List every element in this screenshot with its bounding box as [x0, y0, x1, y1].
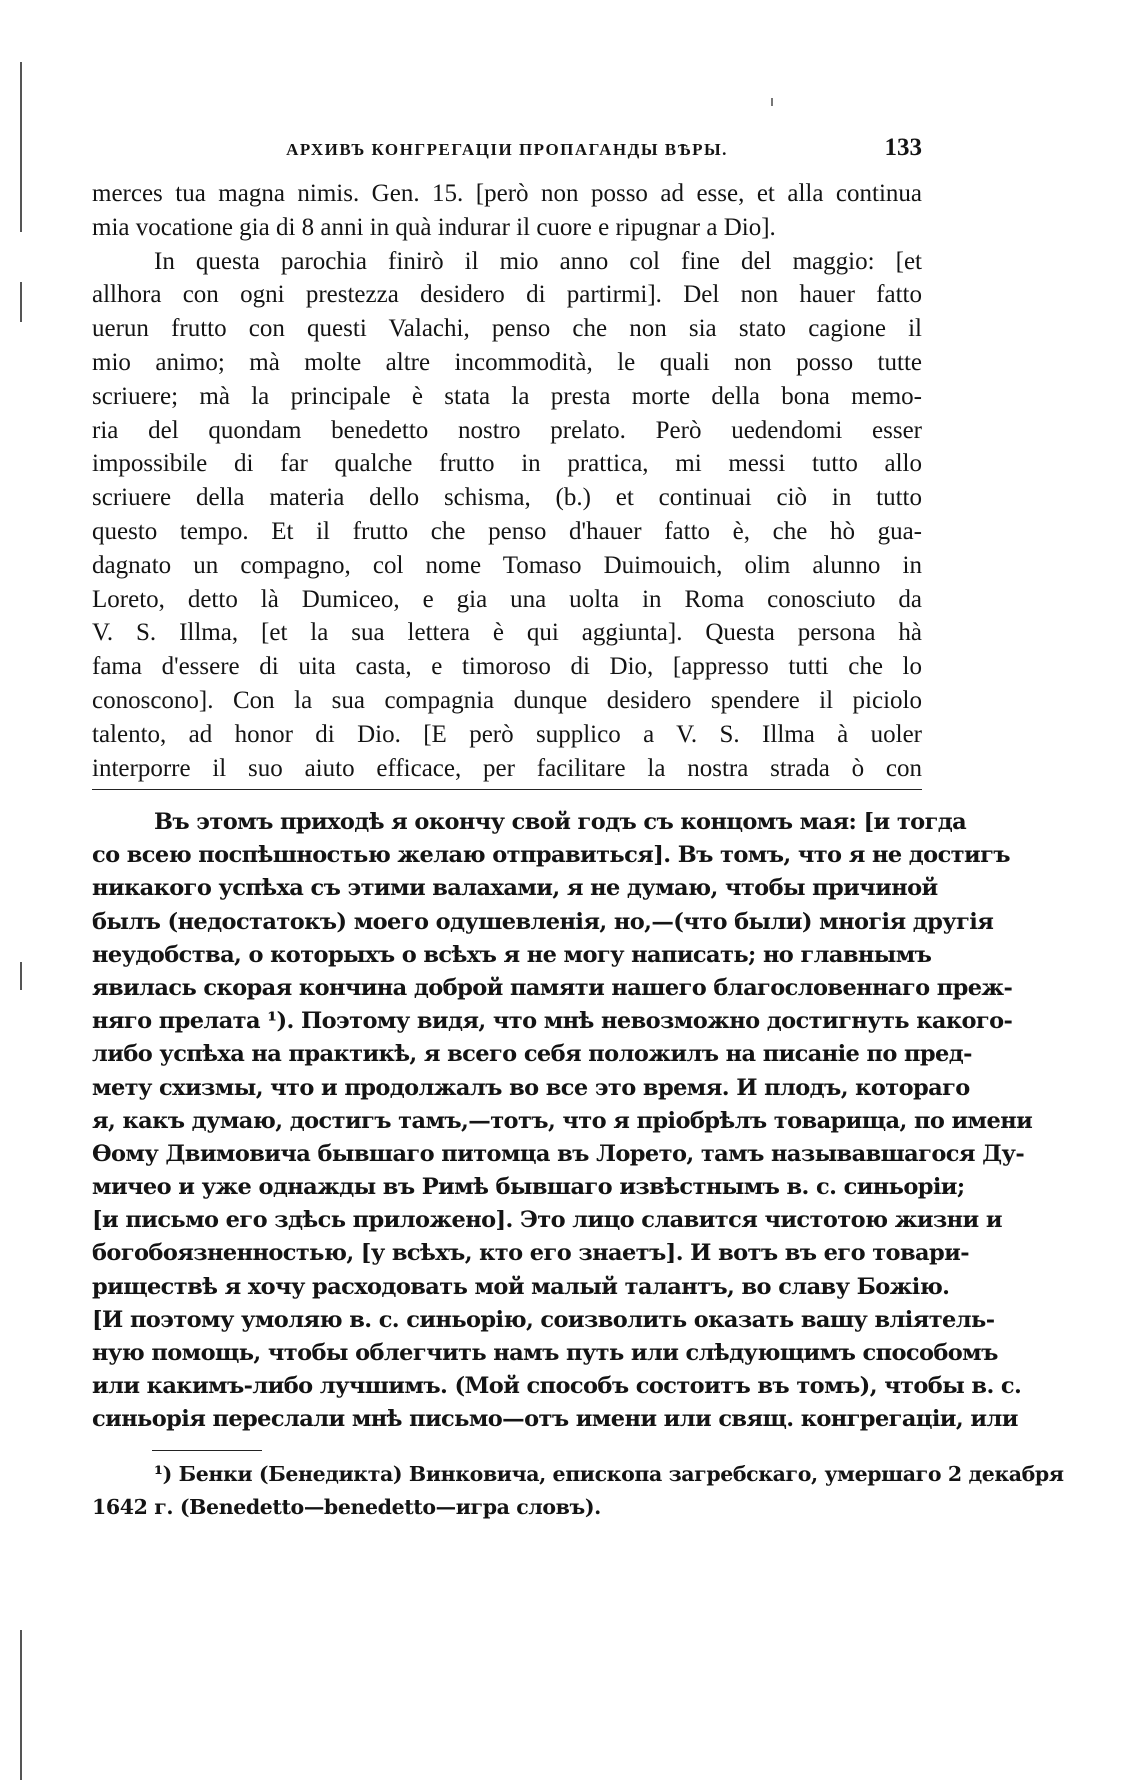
text-line: никакого успѣха съ этими валахами, я не думаю, чтобы причиной: [92, 875, 938, 902]
text-line: uerun frutto con questi Valachi, penso che non sia stato cagione il: [92, 315, 922, 343]
text-line: мичео и уже однажды въ Римѣ бывшаго извѣстнымъ в. с. синьоріи;: [92, 1174, 965, 1201]
text-line: allhora con ogni prestezza desidero di partirmi]. Del non hauer fatto: [92, 281, 922, 309]
scan-margin-mark: [20, 282, 22, 322]
text-line: со всею поспѣшностью желаю отправиться]. Въ томъ, что я не достигъ: [92, 842, 1010, 869]
text-line: ную помощь, чтобы облегчить намъ путь или слѣдующимъ способомъ: [92, 1340, 998, 1366]
text-line: богобоязненностью, [у всѣхъ, кто его знаетъ]. И вотъ въ его товари-: [92, 1240, 969, 1267]
text-line: questo tempo. Et il frutto che penso d'hauer fatto è, che hò gua-: [92, 517, 922, 545]
text-line: неудобства, о которыхъ о всѣхъ я не могу написать; но главнымъ: [92, 941, 932, 968]
footnote-divider: [152, 1450, 262, 1451]
text-line: Въ этомъ приходѣ я окончу свой годъ съ концомъ мая: [и тогда: [154, 809, 967, 835]
scan-speck: [771, 98, 773, 106]
section-divider: [92, 789, 922, 790]
text-line: няго прелата ¹). Поэтому видя, что мнѣ невозможно достигнуть какого-: [92, 1008, 1013, 1035]
text-line: мету схизмы, что и продолжалъ во все это время. И плодъ, котораго: [92, 1074, 970, 1101]
text-line: я, какъ думаю, достигъ тамъ,—тотъ, что я пріобрѣлъ товарища, по имени: [92, 1107, 1033, 1134]
text-line: interporre il suo aiuto efficace, per facilitare la nostra strada ò con: [92, 754, 922, 782]
text-line: impossibile di far qualche frutto in prattica, mi messi tutto allo: [92, 450, 922, 478]
scan-margin-mark: [20, 62, 22, 232]
text-line: [И поэтому умоляю в. с. синьорію, соизволить оказать вашу вліятель-: [92, 1306, 995, 1333]
text-line: mia vocatione gia di 8 anni in quà indurar il cuore e ripugnar a Dio].: [92, 213, 776, 241]
text-line: scriuere della materia dello schisma, (b.) et continuai ciò in tutto: [92, 484, 922, 512]
text-line: Ѳому Двимовича бывшаго питомца въ Лорето, тамъ называвшагося Ду-: [92, 1140, 1025, 1167]
italian-text: [92, 177, 922, 785]
text-line: merces tua magna nimis. Gen. 15. [però non posso ad esse, et alla continua: [92, 180, 922, 207]
scan-margin-mark: [20, 962, 22, 990]
text-line: scriuere; mà la principale è stata la presta morte della bona memo-: [92, 382, 922, 410]
scan-margin-mark: [20, 1630, 22, 1780]
text-line: dagnato un compagno, col nome Tomaso Duimouich, olim alunno in: [92, 551, 922, 579]
footnote: [92, 1458, 1064, 1524]
text-line: V. S. Illma, [et la sua lettera è qui aggiunta]. Questa persona hà: [92, 619, 922, 647]
footnote-line: ¹) Бенки (Бенедикта) Винковича, епископа загребскаго, умершаго 2 декабря: [154, 1462, 1064, 1486]
text-line: fama d'essere di uita casta, e timoroso di Dio, [appresso tutti che lo: [92, 653, 922, 681]
text-line: былъ (недостатокъ) моего одушевленія, но,—(что были) многія другія: [92, 908, 994, 935]
text-line: conoscono]. Con la sua compagnia dunque desidero spendere il piciolo: [92, 686, 922, 714]
text-line: либо успѣха на практикѣ, я всего себя положилъ на писаніе по пред-: [92, 1041, 972, 1068]
text-line: talento, ad honor di Dio. [E però supplico a V. S. Illma à uoler: [92, 720, 922, 748]
page-header: [92, 134, 922, 170]
text-line: или какимъ-либо лучшимъ. (Мой способъ состоитъ въ томъ), чтобы в. с.: [92, 1373, 1022, 1400]
text-line: риществѣ я хочу расходовать мой малый талантъ, во славу Божію.: [92, 1273, 950, 1300]
text-line: синьорія переслали мнѣ письмо—отъ имени или свящ. конгрегаціи, или: [92, 1406, 1018, 1433]
footnote-line: 1642 г. (Benedetto—benedetto—игра словъ).: [92, 1495, 601, 1519]
text-line: ria del quondam benedetto nostro prelato. Però uedendomi esser: [92, 416, 922, 444]
page-number: 133: [884, 134, 922, 161]
text-line: [и письмо его здѣсь приложено]. Это лицо славится чистотою жизни и: [92, 1207, 1002, 1234]
running-title: АРХИВЪ КОНГРЕГАЦІИ ПРОПАГАНДЫ ВѢРЫ.: [286, 140, 728, 159]
text-line: In questa parochia finirò il mio anno col fine del maggio: [et: [154, 247, 922, 275]
russian-translation: [92, 806, 1033, 1437]
text-line: mio animo; mà molte altre incommodità, le quali non posso tutte: [92, 348, 922, 376]
text-line: явилась скорая кончина доброй памяти нашего благословеннаго преж-: [92, 974, 1013, 1001]
text-line: Loreto, detto là Dumiceo, e gia una uolta in Roma conosciuto da: [92, 585, 922, 613]
